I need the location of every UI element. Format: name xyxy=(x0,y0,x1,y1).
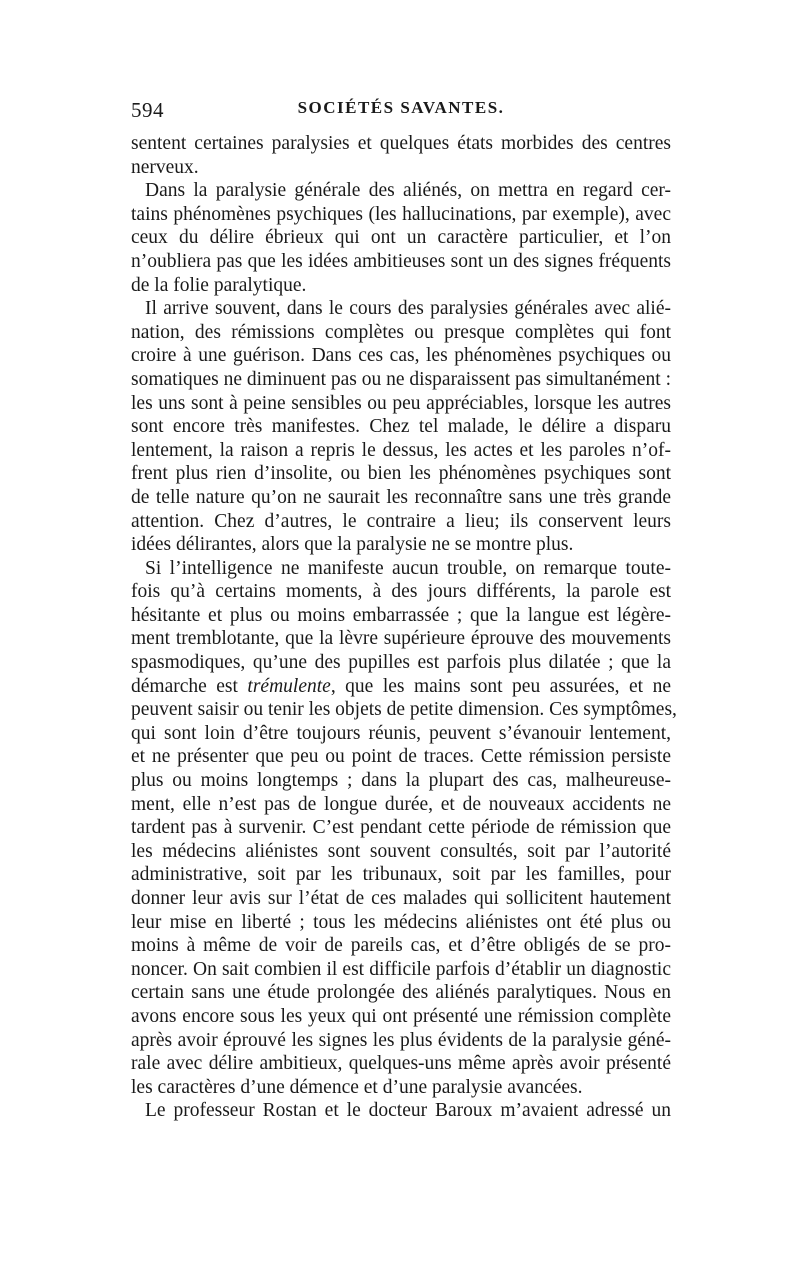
running-title: SOCIÉTÉS SAVANTES. xyxy=(297,98,505,117)
text-line: Le professeur Rostan et le docteur Baroux m’avaient adressé un xyxy=(145,1100,671,1122)
text-line: les uns sont à peine sensibles ou peu appréciables, lorsque les autres xyxy=(131,392,671,414)
text-line: leur mise en liberté ; tous les médecins aliénistes ont été plus ou xyxy=(131,911,671,933)
text-line: plus ou moins longtemps ; dans la plupart des cas, malheureuse- xyxy=(131,770,671,792)
text-line: tardent pas à survenir. C’est pendant cette période de rémission que xyxy=(131,817,671,839)
text-line: fois qu’à certains moments, à des jours différents, la parole est xyxy=(131,581,671,603)
text-line: ment, elle n’est pas de longue durée, et de nouveaux accidents ne xyxy=(131,793,671,815)
text-line: Si l’intelligence ne manifeste aucun trouble, on remarque toute- xyxy=(145,557,671,579)
text-line: ceux du délire ébrieux qui ont un caractère particulier, et l’on xyxy=(131,227,671,249)
text-line: peuvent saisir ou tenir les objets de petite dimension. Ces symptômes, xyxy=(131,699,677,721)
text-line: nerveux. xyxy=(131,156,199,178)
text-line: hésitante et plus ou moins embarrassée ; que la langue est légère- xyxy=(131,604,671,626)
text-line: administrative, soit par les tribunaux, soit par les familles, pour xyxy=(131,864,671,886)
text-line: sentent certaines paralysies et quelques états morbides des centres xyxy=(131,133,671,154)
text-line: de telle nature qu’on ne saurait les reconnaître sans une très grande xyxy=(131,486,671,508)
text-line: certain sans une étude prolongée des aliénés paralytiques. Nous en xyxy=(131,982,671,1004)
text-line: frent plus rien d’insolite, ou bien les phénomènes psychiques sont xyxy=(131,463,671,485)
text-line: les médecins aliénistes sont souvent consultés, soit par l’autorité xyxy=(131,840,671,862)
text-line: croire à une guérison. Dans ces cas, les phénomènes psychiques ou xyxy=(131,345,671,367)
text-line: moins à même de voir de pareils cas, et d’être obligés de se pro- xyxy=(131,935,671,957)
text-line: ment tremblotante, que la lèvre supérieure éprouve des mouvements xyxy=(131,628,671,650)
text-line: noncer. On sait combien il est difficile parfois d’établir un diagnostic xyxy=(131,958,671,980)
text-line: Dans la paralysie générale des aliénés, on mettra en regard cer- xyxy=(145,180,671,202)
text-line: avons encore sous les yeux qui ont présenté une rémission complète xyxy=(131,1005,671,1027)
text-line: somatiques ne diminuent pas ou ne disparaissent pas simultanément : xyxy=(131,368,671,390)
emphasized-word: trémulente xyxy=(247,675,331,697)
text-line: Il arrive souvent, dans le cours des paralysies générales avec alié- xyxy=(145,298,671,320)
text-line: les caractères d’une démence et d’une paralysie avancées. xyxy=(131,1076,583,1098)
text-line xyxy=(131,675,671,699)
text-line: sont encore très manifestes. Chez tel malade, le délire a disparu xyxy=(131,416,671,438)
body-text xyxy=(131,132,677,1123)
text-line: après avoir éprouvé les signes les plus évidents de la paralysie géné- xyxy=(131,1029,671,1051)
page-header xyxy=(131,92,671,132)
text-segment: , que les mains sont peu assurées, et ne xyxy=(330,675,671,697)
text-line: nation, des rémissions complètes ou presque complètes qui font xyxy=(131,321,671,343)
text-segment: démarche est xyxy=(131,675,248,697)
text-line: idées délirantes, alors que la paralysie ne se montre plus. xyxy=(131,534,574,556)
text-line: lentement, la raison a repris le dessus, les actes et les paroles n’of- xyxy=(131,439,671,461)
text-line: rale avec délire ambitieux, quelques-uns même après avoir présenté xyxy=(131,1053,671,1075)
book-page xyxy=(131,92,677,1123)
text-line: donner leur avis sur l’état de ces malades qui sollicitent hautement xyxy=(131,888,671,909)
text-line: n’oubliera pas que les idées ambitieuses sont un des signes fréquents xyxy=(131,250,671,272)
text-line: tains phénomènes psychiques (les hallucinations, par exemple), avec xyxy=(131,203,671,225)
text-line: attention. Chez d’autres, le contraire a lieu; ils conservent leurs xyxy=(131,510,671,532)
text-line: qui sont loin d’être toujours réunis, peuvent s’évanouir lentement, xyxy=(131,722,671,744)
text-line: spasmodiques, qu’une des pupilles est parfois plus dilatée ; que la xyxy=(131,652,671,674)
page-number: 594 xyxy=(131,98,164,122)
text-line: de la folie paralytique. xyxy=(131,274,307,296)
text-line: et ne présenter que peu ou point de traces. Cette rémission persiste xyxy=(131,746,671,768)
